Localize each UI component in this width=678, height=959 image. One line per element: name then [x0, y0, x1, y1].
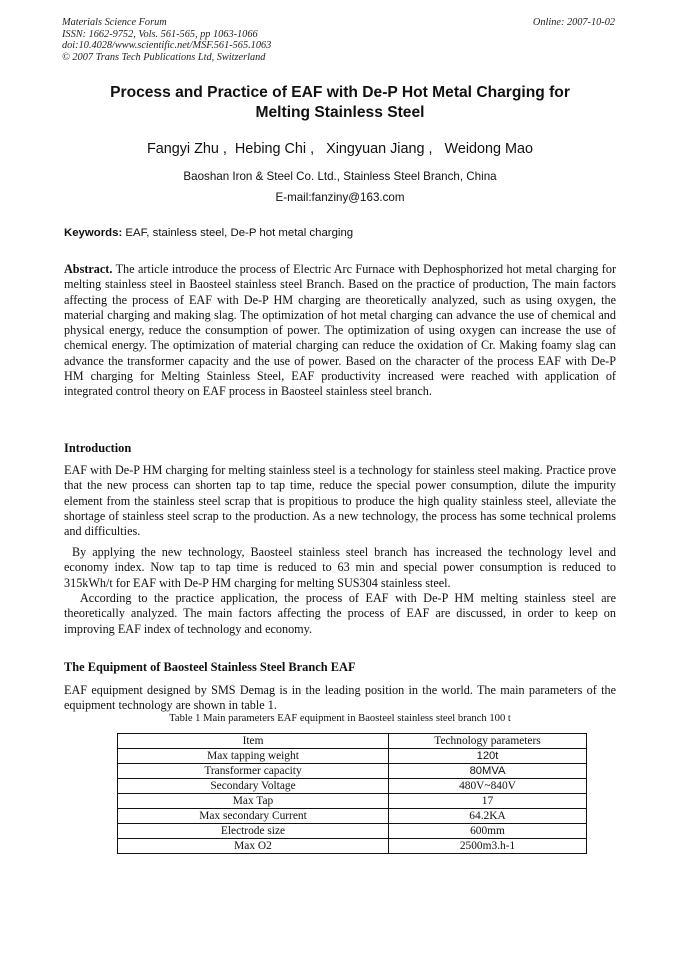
- introduction-heading: Introduction: [64, 441, 132, 455]
- table-cell-value: 17: [389, 794, 587, 809]
- table-header-item: Item: [118, 734, 389, 749]
- online-date: Online: 2007-10-02: [532, 17, 615, 28]
- paper-affiliation: Baoshan Iron & Steel Co. Ltd., Stainless Steel Branch, China: [183, 170, 497, 183]
- journal-header: [62, 17, 271, 63]
- table-row: [118, 794, 587, 809]
- table-cell-item: Electrode size: [118, 824, 389, 839]
- keywords-line: [64, 227, 616, 239]
- journal-doi: doi:10.4028/www.scientific.net/MSF.561-565.1063: [62, 40, 272, 51]
- table-row: [118, 809, 587, 824]
- table-cell-item: Max Tap: [118, 794, 389, 809]
- table-cell-value: 64.2KA: [389, 809, 587, 824]
- journal-name: Materials Science Forum: [62, 17, 167, 28]
- equipment-heading: The Equipment of Baosteel Stainless Steel Branch EAF: [64, 660, 356, 674]
- table-cell-item: Max secondary Current: [118, 809, 389, 824]
- keywords-text: EAF, stainless steel, De-P hot metal charging: [122, 227, 354, 239]
- abstract-text: The article introduce the process of Electric Arc Furnace with Dephosphorized hot metal charging for melting stainless steel in Baosteel stainless steel Branch. Based on the practice of production, The main factors affecting the process of EAF with De-P HM charging are theoretically analyzed, such as using oxygen, the material charging and making slag. The optimization of hot metal charging can advance the use of chemical and physical energy, reduce the consumption of power. The optimization of using oxygen can increase the use of chemical energy. The optimization of material charging can reduce the oxidation of Cr. Making foamy slag can advance the transformer capacity and the use of power. Based on the character of the process EAF with De-P HM charging for Melting Stainless Steel, EAF productivity increased were reached with application of integrated control theory on EAF process in Baosteel stainless steel branch.: [64, 262, 616, 399]
- table-row: [118, 779, 587, 794]
- table-header-row: [118, 734, 587, 749]
- journal-copyright: © 2007 Trans Tech Publications Ltd, Switzerland: [62, 51, 266, 63]
- journal-issn: ISSN: 1662-9752, Vols. 561-565, pp 1063-1066: [62, 28, 258, 40]
- table-cell-value: 80MVA: [389, 764, 587, 779]
- paper-title-line2: Melting Stainless Steel: [255, 104, 425, 121]
- table-row: [118, 839, 587, 854]
- author-email: E-mail:fanziny@163.com: [275, 191, 405, 204]
- parameters-table: [117, 733, 587, 854]
- table-cell-value: 2500m3.h-1: [389, 839, 587, 854]
- table-cell-value: 120t: [389, 749, 587, 764]
- table-row: [118, 824, 587, 839]
- abstract-label: Abstract.: [64, 262, 113, 276]
- table-cell-item: Max tapping weight: [118, 749, 389, 764]
- table-cell-value: 600mm: [389, 824, 587, 839]
- table-row: [118, 764, 587, 779]
- table-header-parameters: Technology parameters: [389, 734, 587, 749]
- introduction-paragraph-1: EAF with De-P HM charging for melting stainless steel is a technology for stainless steel making. Practice prove that the new process can shorten tap to tap time, reduce the special power consumption, dilute the impurity element from the stainless steel scrap that is propitious to produce the high quality stainless steel, alleviate the shortage of stainless steel scrap to the production. As a new technology, the process has some technical prolems and difficulties.: [64, 463, 616, 539]
- table-cell-item: Max O2: [118, 839, 389, 854]
- table-cell-value: 480V~840V: [389, 779, 587, 794]
- paper-title-line1: Process and Practice of EAF with De-P Hot Metal Charging for: [110, 84, 570, 101]
- paper-authors: Fangyi Zhu , Hebing Chi , Xingyuan Jiang , Weidong Mao: [146, 141, 534, 157]
- abstract-paragraph: [64, 262, 616, 400]
- table-cell-item: Secondary Voltage: [118, 779, 389, 794]
- table-row: [118, 749, 587, 764]
- equipment-paragraph: EAF equipment designed by SMS Demag is in the leading position in the world. The main parameters of the equipment technology are shown in table 1.: [64, 683, 616, 713]
- keywords-label: Keywords:: [64, 227, 123, 239]
- table-caption: Table 1 Main parameters EAF equipment in Baosteel stainless steel branch 100 t: [169, 713, 511, 724]
- introduction-paragraph-3: According to the practice application, the process of EAF with De-P HM melting stainless steel are theoretically analyzed. The main factors affecting the process of EAF are discussed, in order to keep on improving EAF index of technology and economy.: [64, 591, 616, 636]
- paper-title: [64, 83, 616, 123]
- introduction-paragraph-2: By applying the new technology, Baosteel stainless steel branch has increased the technology level and economy index. Now tap to tap time is reduced to 63 min and special power consumption is reduced to 315kWh/t for EAF with De-P HM charging for melting SUS304 stainless steel.: [64, 545, 616, 590]
- table-cell-item: Transformer capacity: [118, 764, 389, 779]
